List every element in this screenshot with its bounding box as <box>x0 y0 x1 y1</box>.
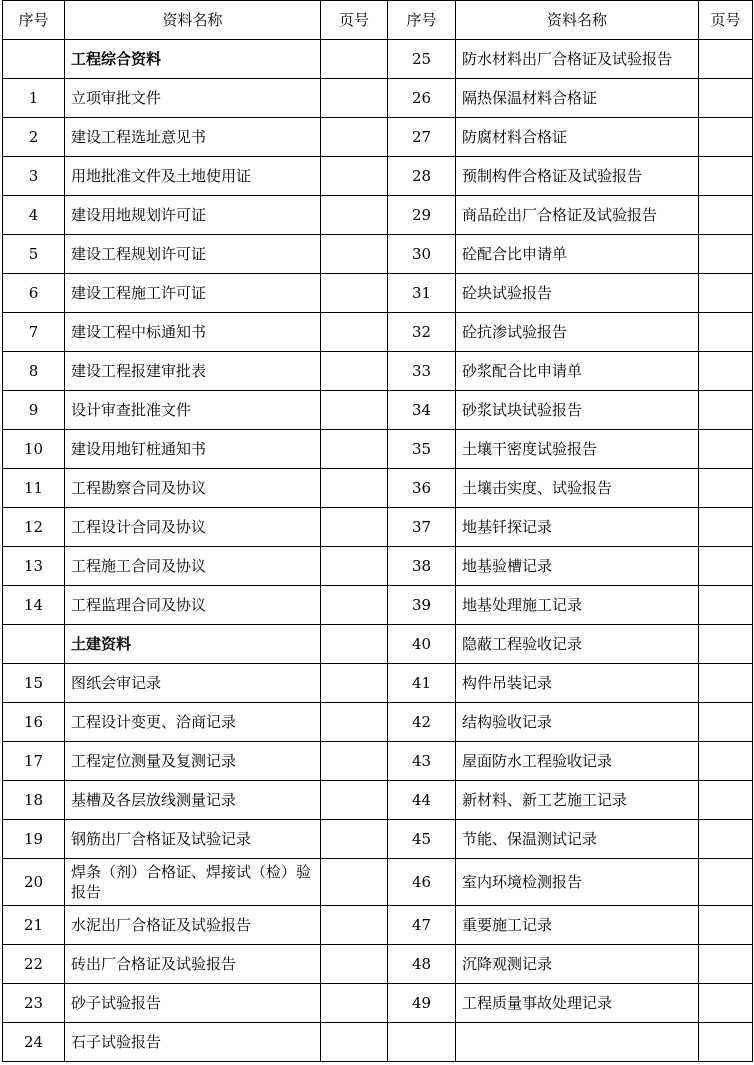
table-row <box>3 235 753 274</box>
right-item-name: 构件吊装记录 <box>456 664 699 703</box>
right-item-number: 37 <box>388 508 456 547</box>
right-item-page <box>699 820 753 859</box>
table-row <box>3 547 753 586</box>
section-heading: 土建资料 <box>65 625 321 664</box>
table-row <box>3 430 753 469</box>
left-item-number: 18 <box>3 781 65 820</box>
left-item-number: 5 <box>3 235 65 274</box>
right-item-number: 34 <box>388 391 456 430</box>
right-item-name: 结构验收记录 <box>456 703 699 742</box>
left-item-name: 建设用地钉桩通知书 <box>65 430 321 469</box>
right-item-name: 新材料、新工艺施工记录 <box>456 781 699 820</box>
right-item-page <box>699 742 753 781</box>
right-item-name: 地基钎探记录 <box>456 508 699 547</box>
left-item-name: 工程设计合同及协议 <box>65 508 321 547</box>
right-item-number: 48 <box>388 945 456 984</box>
left-item-page <box>321 235 388 274</box>
left-item-page <box>321 1023 388 1062</box>
left-item-name: 焊条（剂）合格证、焊接试（检）验报告 <box>65 859 321 906</box>
left-item-name: 用地批准文件及土地使用证 <box>65 157 321 196</box>
right-item-number: 38 <box>388 547 456 586</box>
left-item-name: 基槽及各层放线测量记录 <box>65 781 321 820</box>
right-item-page <box>699 118 753 157</box>
left-item-number <box>3 40 65 79</box>
table-row <box>3 352 753 391</box>
header-page-right: 页号 <box>699 1 753 40</box>
right-item-number: 39 <box>388 586 456 625</box>
right-item-number: 36 <box>388 469 456 508</box>
right-item-page <box>699 157 753 196</box>
right-item-number: 26 <box>388 79 456 118</box>
left-item-page <box>321 820 388 859</box>
left-item-name: 工程监理合同及协议 <box>65 586 321 625</box>
left-item-page <box>321 430 388 469</box>
right-item-page <box>699 79 753 118</box>
left-item-page <box>321 508 388 547</box>
table-row <box>3 820 753 859</box>
left-item-number: 13 <box>3 547 65 586</box>
right-item-name: 砂浆试块试验报告 <box>456 391 699 430</box>
left-item-name: 砂子试验报告 <box>65 984 321 1023</box>
table-row <box>3 118 753 157</box>
left-item-name: 建设工程规划许可证 <box>65 235 321 274</box>
right-item-name: 防水材料出厂合格证及试验报告 <box>456 40 699 79</box>
header-row <box>3 1 753 40</box>
right-item-name: 砼抗渗试验报告 <box>456 313 699 352</box>
table-row <box>3 984 753 1023</box>
table-row <box>3 781 753 820</box>
table-row <box>3 859 753 906</box>
right-item-number: 45 <box>388 820 456 859</box>
right-item-page <box>699 1023 753 1062</box>
right-item-page <box>699 664 753 703</box>
right-item-page <box>699 625 753 664</box>
right-item-number: 49 <box>388 984 456 1023</box>
table-row <box>3 274 753 313</box>
left-item-number: 16 <box>3 703 65 742</box>
left-item-name: 设计审查批准文件 <box>65 391 321 430</box>
header-name-left: 资料名称 <box>65 1 321 40</box>
right-item-number: 33 <box>388 352 456 391</box>
right-item-page <box>699 196 753 235</box>
right-item-name: 工程质量事故处理记录 <box>456 984 699 1023</box>
right-item-number: 29 <box>388 196 456 235</box>
header-no-right: 序号 <box>388 1 456 40</box>
left-item-page <box>321 118 388 157</box>
table-row <box>3 703 753 742</box>
left-item-name: 建设工程中标通知书 <box>65 313 321 352</box>
table-row <box>3 945 753 984</box>
left-item-name: 建设用地规划许可证 <box>65 196 321 235</box>
table-row <box>3 625 753 664</box>
right-item-page <box>699 703 753 742</box>
header-page-left: 页号 <box>321 1 388 40</box>
left-item-number: 23 <box>3 984 65 1023</box>
left-item-name: 工程定位测量及复测记录 <box>65 742 321 781</box>
left-item-number: 7 <box>3 313 65 352</box>
right-item-page <box>699 469 753 508</box>
left-item-name: 砖出厂合格证及试验报告 <box>65 945 321 984</box>
left-item-page <box>321 984 388 1023</box>
table-row <box>3 742 753 781</box>
right-item-page <box>699 859 753 906</box>
left-item-name: 工程勘察合同及协议 <box>65 469 321 508</box>
left-item-page <box>321 157 388 196</box>
right-item-name: 商品砼出厂合格证及试验报告 <box>456 196 699 235</box>
left-item-page <box>321 547 388 586</box>
right-item-name: 防腐材料合格证 <box>456 118 699 157</box>
right-item-number: 46 <box>388 859 456 906</box>
left-item-name: 石子试验报告 <box>65 1023 321 1062</box>
left-item-number: 8 <box>3 352 65 391</box>
left-item-page <box>321 352 388 391</box>
left-item-number: 9 <box>3 391 65 430</box>
right-item-page <box>699 547 753 586</box>
left-item-number: 4 <box>3 196 65 235</box>
table-row <box>3 157 753 196</box>
right-item-page <box>699 40 753 79</box>
left-item-number: 19 <box>3 820 65 859</box>
right-item-number: 35 <box>388 430 456 469</box>
left-item-name: 钢筋出厂合格证及试验记录 <box>65 820 321 859</box>
right-item-number: 43 <box>388 742 456 781</box>
right-item-number: 41 <box>388 664 456 703</box>
right-item-number: 42 <box>388 703 456 742</box>
right-item-page <box>699 586 753 625</box>
table-row <box>3 1023 753 1062</box>
table-row <box>3 40 753 79</box>
left-item-number: 11 <box>3 469 65 508</box>
right-item-page <box>699 781 753 820</box>
right-item-number: 44 <box>388 781 456 820</box>
right-item-name: 沉降观测记录 <box>456 945 699 984</box>
right-item-number: 32 <box>388 313 456 352</box>
left-item-page <box>321 781 388 820</box>
left-item-number: 15 <box>3 664 65 703</box>
left-item-number: 6 <box>3 274 65 313</box>
left-item-page <box>321 625 388 664</box>
left-item-number: 24 <box>3 1023 65 1062</box>
left-item-page <box>321 664 388 703</box>
right-item-page <box>699 235 753 274</box>
left-item-name: 工程施工合同及协议 <box>65 547 321 586</box>
left-item-page <box>321 703 388 742</box>
header-no-left: 序号 <box>3 1 65 40</box>
table-row <box>3 196 753 235</box>
left-item-page <box>321 742 388 781</box>
left-item-page <box>321 945 388 984</box>
right-item-page <box>699 391 753 430</box>
left-item-name: 立项审批文件 <box>65 79 321 118</box>
right-item-page <box>699 508 753 547</box>
left-item-name: 图纸会审记录 <box>65 664 321 703</box>
left-item-page <box>321 196 388 235</box>
right-item-name: 砼块试验报告 <box>456 274 699 313</box>
right-item-name <box>456 1023 699 1062</box>
table-row <box>3 313 753 352</box>
right-item-page <box>699 945 753 984</box>
right-item-name: 土壤击实度、试验报告 <box>456 469 699 508</box>
table-body <box>3 40 753 1062</box>
left-item-number: 14 <box>3 586 65 625</box>
right-item-name: 隐蔽工程验收记录 <box>456 625 699 664</box>
right-item-name: 土壤干密度试验报告 <box>456 430 699 469</box>
left-item-name: 建设工程施工许可证 <box>65 274 321 313</box>
right-item-name: 室内环境检测报告 <box>456 859 699 906</box>
right-item-page <box>699 430 753 469</box>
left-item-name: 水泥出厂合格证及试验报告 <box>65 906 321 945</box>
left-item-page <box>321 391 388 430</box>
left-item-page <box>321 313 388 352</box>
left-item-page <box>321 906 388 945</box>
right-item-name: 预制构件合格证及试验报告 <box>456 157 699 196</box>
right-item-number: 40 <box>388 625 456 664</box>
right-item-page <box>699 274 753 313</box>
table-row <box>3 586 753 625</box>
right-item-name: 地基处理施工记录 <box>456 586 699 625</box>
left-item-page <box>321 79 388 118</box>
left-item-number <box>3 625 65 664</box>
right-item-name: 地基验槽记录 <box>456 547 699 586</box>
left-item-page <box>321 859 388 906</box>
left-item-name: 建设工程选址意见书 <box>65 118 321 157</box>
left-item-name: 工程设计变更、洽商记录 <box>65 703 321 742</box>
left-item-number: 1 <box>3 79 65 118</box>
right-item-page <box>699 984 753 1023</box>
left-item-number: 22 <box>3 945 65 984</box>
right-item-number: 47 <box>388 906 456 945</box>
right-item-page <box>699 352 753 391</box>
table-row <box>3 469 753 508</box>
left-item-number: 17 <box>3 742 65 781</box>
right-item-name: 砂浆配合比申请单 <box>456 352 699 391</box>
right-item-page <box>699 906 753 945</box>
left-item-number: 21 <box>3 906 65 945</box>
left-item-page <box>321 40 388 79</box>
table-row <box>3 664 753 703</box>
right-item-number: 28 <box>388 157 456 196</box>
right-item-name: 屋面防水工程验收记录 <box>456 742 699 781</box>
left-item-number: 3 <box>3 157 65 196</box>
left-item-name: 建设工程报建审批表 <box>65 352 321 391</box>
left-item-page <box>321 586 388 625</box>
left-item-page <box>321 469 388 508</box>
right-item-name: 隔热保温材料合格证 <box>456 79 699 118</box>
right-item-number: 25 <box>388 40 456 79</box>
right-item-name: 重要施工记录 <box>456 906 699 945</box>
right-item-number: 30 <box>388 235 456 274</box>
right-item-number <box>388 1023 456 1062</box>
header-name-right: 资料名称 <box>456 1 699 40</box>
right-item-page <box>699 313 753 352</box>
left-item-number: 12 <box>3 508 65 547</box>
right-item-name: 砼配合比申请单 <box>456 235 699 274</box>
left-item-number: 10 <box>3 430 65 469</box>
left-item-number: 20 <box>3 859 65 906</box>
left-item-number: 2 <box>3 118 65 157</box>
table-row <box>3 79 753 118</box>
table-row <box>3 906 753 945</box>
document-index-table <box>2 0 753 1062</box>
right-item-number: 31 <box>388 274 456 313</box>
table-row <box>3 508 753 547</box>
right-item-name: 节能、保温测试记录 <box>456 820 699 859</box>
table-row <box>3 391 753 430</box>
left-item-page <box>321 274 388 313</box>
section-heading: 工程综合资料 <box>65 40 321 79</box>
right-item-number: 27 <box>388 118 456 157</box>
